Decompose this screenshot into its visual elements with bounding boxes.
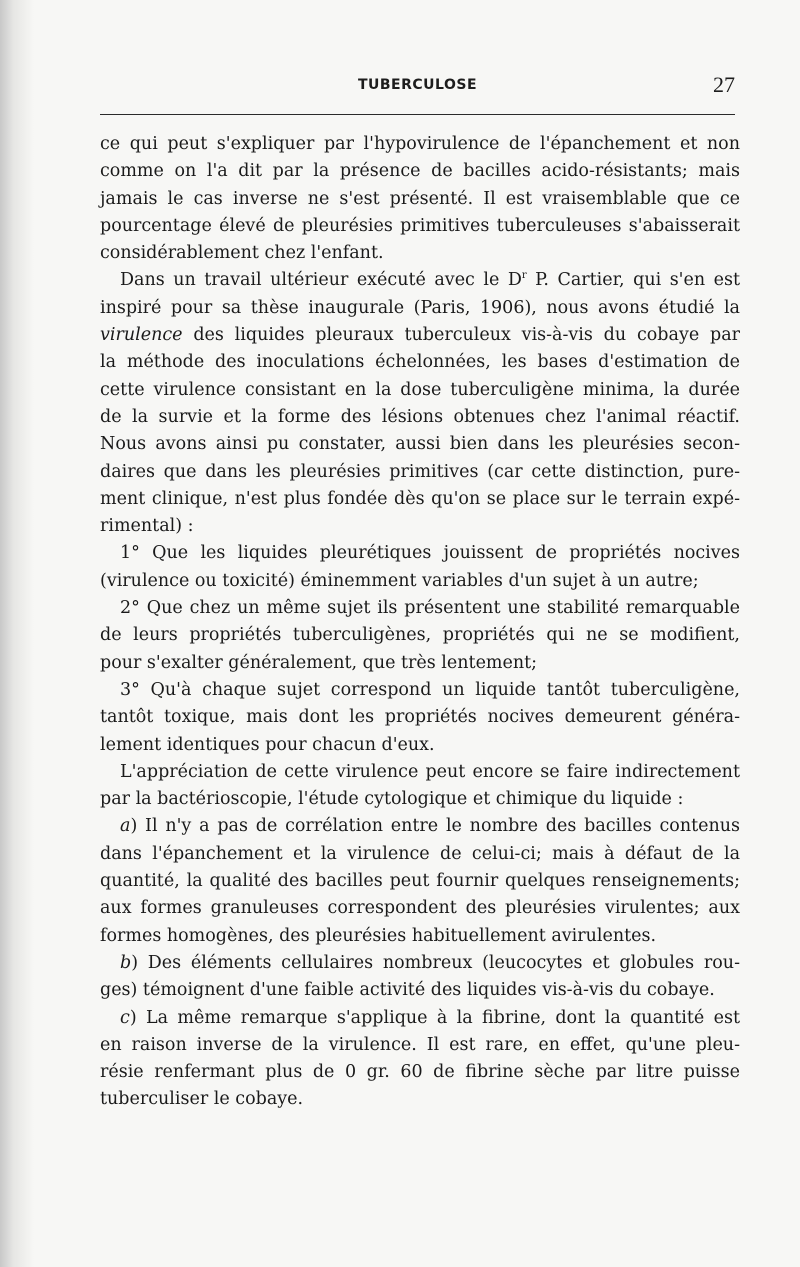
list-item <box>100 950 740 977</box>
text-line: en raison inverse de la virulence. Il est rare, en effet, qu'une pleu- <box>100 1034 740 1055</box>
italic-term: virulence <box>100 325 183 346</box>
item-letter: b <box>120 952 132 973</box>
text-line: de la survie et la forme des lésions obtenues chez l'animal réactif. <box>100 406 740 427</box>
item-letter: c <box>120 1007 130 1028</box>
text-line: considérablement chez l'enfant. <box>100 243 384 264</box>
text-line: lement identiques pour chacun d'eux. <box>100 734 435 755</box>
binding-shadow <box>0 0 34 1267</box>
list-item <box>100 1005 740 1032</box>
text-line: quantité, la qualité des bacilles peut fournir quelques renseignements; <box>100 871 740 892</box>
text-line: inspiré pour sa thèse inaugurale (Paris, 1906), nous avons étudié la <box>100 297 740 318</box>
list-item: 1° Que les liquides pleurétiques jouissent de propriétés nocives <box>120 543 740 564</box>
text-fragment: des liquides pleuraux tuberculeux vis-à-vis du cobaye par <box>182 325 740 346</box>
text-line: tantôt toxique, mais dont les propriétés nocives demeurent généra- <box>100 707 740 728</box>
list-item: 2° Que chez un même sujet ils présentent une stabilité remarquable <box>120 598 740 619</box>
text-fragment: ) Il n'y a pas de corrélation entre le nombre des bacilles contenus <box>130 816 740 837</box>
text-line: comme on l'a dit par la présence de bacilles acido-résistants; mais <box>100 161 740 182</box>
text-line: ce qui peut s'expliquer par l'hypovirulence de l'épanchement et non <box>100 134 740 154</box>
text-fragment: ) Des éléments cellulaires nombreux (leucocytes et globules rou- <box>131 952 740 973</box>
text-line: pourcentage élevé de pleurésies primitives tuberculeuses s'abaisserait <box>100 215 740 236</box>
text-fragment: Dans un travail ultérieur exécuté avec le D <box>120 270 522 291</box>
text-line: de leurs propriétés tuberculigènes, propriétés qui ne se modifient, <box>100 625 740 646</box>
running-header <box>100 70 735 102</box>
superscript: r <box>521 270 527 282</box>
text-fragment: P. Cartier, qui s'en est <box>526 270 740 291</box>
text-line: ges) témoignent d'une faible activité des liquides vis-à-vis du cobaye. <box>100 980 715 1001</box>
text-line: ment clinique, n'est plus fondée dès qu'on se place sur le terrain expé- <box>100 488 740 509</box>
header-rule <box>100 114 735 115</box>
text-line <box>100 322 740 349</box>
running-title: TUBERCULOSE <box>357 77 478 93</box>
text-line <box>100 267 740 294</box>
text-line: (virulence ou toxicité) éminemment variables d'un sujet à un autre; <box>100 570 699 591</box>
text-line: cette virulence consistant en la dose tuberculigène minima, la durée <box>100 379 740 400</box>
text-line: pour s'exalter généralement, que très lentement; <box>100 652 538 673</box>
text-line: par la bactérioscopie, l'étude cytologique et chimique du liquide : <box>100 789 684 810</box>
list-item <box>100 813 740 840</box>
text-line: L'appréciation de cette virulence peut encore se faire indirectement <box>120 761 740 782</box>
text-line: rimental) : <box>100 516 194 537</box>
item-letter: a <box>120 816 131 837</box>
text-line: tuberculiser le cobaye. <box>100 1089 304 1110</box>
text-line: la méthode des inoculations échelonnées, les bases d'estimation de <box>100 352 740 373</box>
text-line: Nous avons ainsi pu constater, aussi bien dans les pleurésies secon- <box>100 434 740 455</box>
list-item: 3° Qu'à chaque sujet correspond un liquide tantôt tuberculigène, <box>120 679 740 700</box>
body-text <box>100 131 740 1114</box>
text-line: daires que dans les pleurésies primitives (car cette distinction, pure- <box>100 461 740 482</box>
page-number: 27 <box>713 72 735 97</box>
text-line: formes homogènes, des pleurésies habituellement avirulentes. <box>100 925 657 946</box>
text-fragment: ) La même remarque s'applique à la fibrine, dont la quantité est <box>129 1007 740 1028</box>
text-line: dans l'épanchement et la virulence de celui-ci; mais à défaut de la <box>100 843 740 864</box>
text-line: jamais le cas inverse ne s'est présenté. Il est vraisemblable que ce <box>100 188 740 209</box>
text-line: résie renfermant plus de 0 gr. 60 de fibrine sèche par litre puisse <box>100 1062 740 1083</box>
text-line: aux formes granuleuses correspondent des pleurésies virulentes; aux <box>100 898 740 919</box>
